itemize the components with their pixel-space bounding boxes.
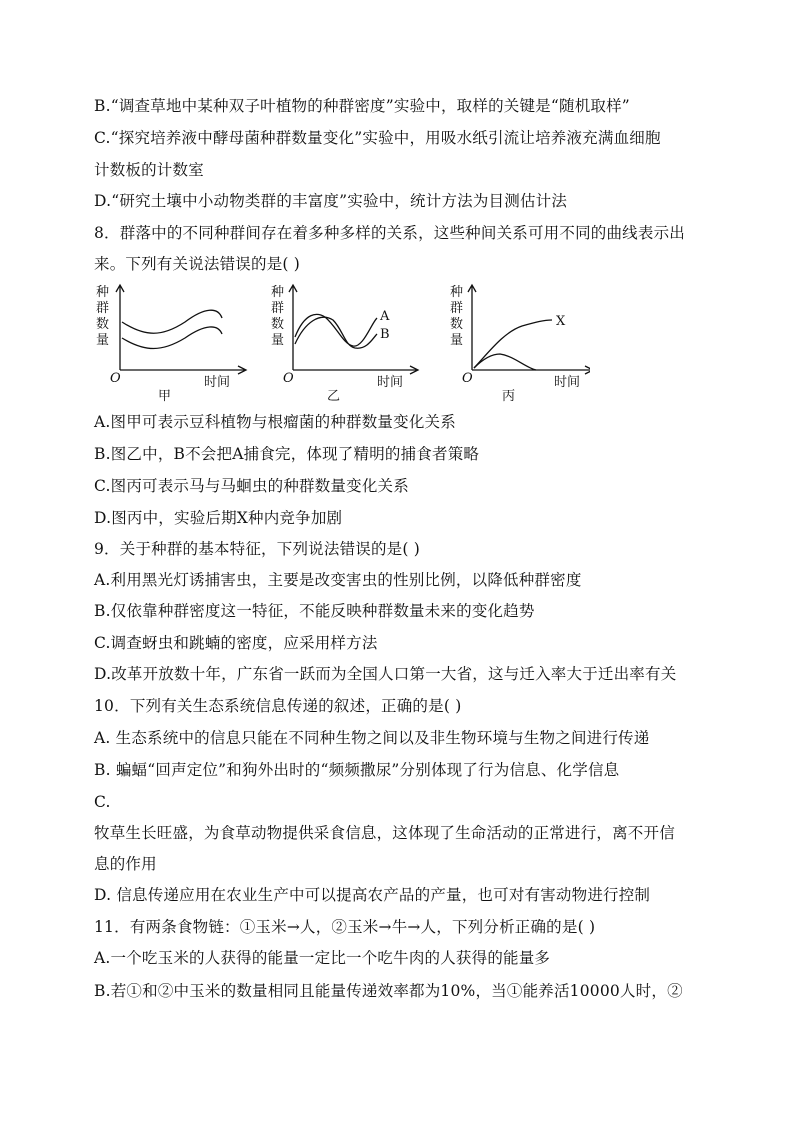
- label-x: X: [556, 314, 566, 329]
- option-8c: C.图丙可表示马与马蛔虫的种群数量变化关系: [94, 477, 409, 495]
- question-8-stem-cont: 来。下列有关说法错误的是( ): [94, 255, 301, 273]
- origin-label: O: [110, 371, 121, 386]
- question-10-stem: 10．下列有关生态系统信息传递的叙述，正确的是( ): [94, 697, 462, 715]
- label-b: B: [380, 327, 390, 342]
- ylabel-char: 量: [271, 333, 285, 348]
- question-8-stem: 8．群落中的不同种群间存在着多种多样的关系，这些种间关系可用不同的曲线表示出: [94, 224, 685, 242]
- ylabel-char: 种: [96, 285, 110, 300]
- option-8b: B.图乙中，B不会把A捕食完，体现了精明的捕食者策略: [94, 445, 480, 463]
- xlabel: 时间: [377, 375, 404, 390]
- figure-bing: [450, 285, 590, 402]
- ylabel-char: 群: [96, 301, 110, 316]
- ylabel-char: 数: [450, 317, 464, 332]
- xlabel: 时间: [554, 375, 581, 390]
- ylabel-char: 数: [271, 317, 285, 332]
- option-10a: A. 生态系统中的信息只能在不同种生物之间以及非生物环境与生物之间进行传递: [94, 729, 650, 747]
- figure-jia: [96, 285, 246, 402]
- origin-label: O: [462, 371, 473, 386]
- option-8a: A.图甲可表示豆科植物与根瘤菌的种群数量变化关系: [94, 413, 456, 431]
- caption-jia: 甲: [158, 389, 172, 402]
- xlabel: 时间: [204, 375, 231, 390]
- option-8d: D.图丙中，实验后期X种内竞争加剧: [94, 509, 343, 527]
- option-10b: B. 蝙蝠“回声定位”和狗外出时的“频频撒尿”分别体现了行为信息、化学信息: [94, 761, 620, 779]
- caption-bing: 丙: [502, 389, 516, 402]
- figure-yi: [271, 285, 418, 402]
- option-9c: C.调查蚜虫和跳蝻的密度，应采用样方法: [94, 634, 378, 652]
- option-9b: B.仅依靠种群密度这一特征，不能反映种群数量未来的变化趋势: [94, 602, 535, 620]
- option-7c-cont: 计数板的计数室: [94, 161, 204, 179]
- ylabel-char: 量: [96, 333, 110, 348]
- ylabel-char: 量: [450, 333, 464, 348]
- question-9-stem: 9．关于种群的基本特征，下列说法错误的是( ): [94, 540, 420, 558]
- caption-yi: 乙: [327, 389, 341, 402]
- ylabel-char: 种: [450, 285, 464, 300]
- option-7d: D.“研究土壤中小动物类群的丰富度”实验中，统计方法为目测估计法: [94, 192, 568, 210]
- label-a: A: [380, 309, 390, 324]
- option-7c: C.“探究培养液中酵母菌种群数量变化”实验中，用吸水纸引流让培养液充满血细胞: [94, 129, 661, 147]
- ylabel-char: 种: [271, 285, 285, 300]
- option-10c-cont: 息的作用: [94, 855, 157, 873]
- ylabel-char: 群: [450, 301, 464, 316]
- origin-label: O: [283, 371, 294, 386]
- option-10c-label: C.: [94, 793, 111, 811]
- curve-a: [295, 314, 377, 346]
- option-9a: A.利用黑光灯诱捕害虫，主要是改变害虫的性别比例，以降低种群密度: [94, 571, 582, 589]
- question-11-stem: 11．有两条食物链：①玉米→人，②玉米→牛→人，下列分析正确的是( ): [94, 918, 596, 936]
- option-11b: B.若①和②中玉米的数量相同且能量传递效率都为10%，当①能养活10000人时，②: [94, 982, 683, 1000]
- ylabel-char: 群: [271, 301, 285, 316]
- option-10c: 牧草生长旺盛，为食草动物提供采食信息，这体现了生命活动的正常进行，离不开信: [94, 824, 675, 842]
- option-10d: D. 信息传递应用在农业生产中可以提高农产品的产量，也可对有害动物进行控制: [94, 886, 651, 904]
- option-7b: B.“调查草地中某种双子叶植物的种群密度”实验中，取样的关键是“随机取样”: [94, 97, 630, 115]
- curve-upper: [122, 310, 222, 333]
- population-curves-figure: [90, 282, 590, 402]
- option-9d: D.改革开放数十年，广东省一跃而为全国人口第一大省，这与迁入率大于迁出率有关: [94, 665, 677, 683]
- option-11a: A.一个吃玉米的人获得的能量一定比一个吃牛肉的人获得的能量多: [94, 949, 551, 967]
- curve-other: [474, 354, 536, 370]
- curve-b: [295, 317, 377, 348]
- curve-x: [474, 320, 552, 368]
- ylabel-char: 数: [96, 317, 110, 332]
